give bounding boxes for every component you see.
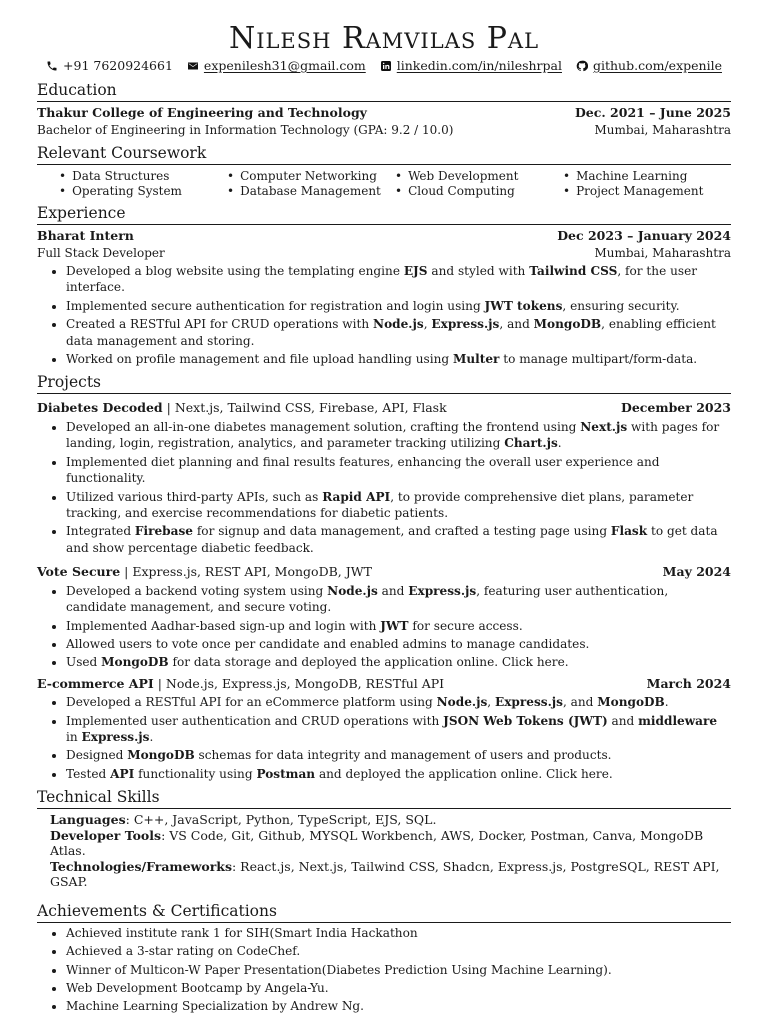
experience-row: [37, 228, 731, 245]
course-item: • Data Structures: [59, 169, 227, 184]
project-title-line: [37, 676, 444, 693]
bold-term: JWT: [380, 618, 409, 633]
education-row: [37, 105, 731, 122]
bullet-item: • Developed a blog website using the templating engine EJS and styled with Tailwind CSS, for the user interface.: [66, 263, 731, 296]
phone-text: +91 7620924661: [63, 58, 173, 73]
education-location: Mumbai, Maharashtra: [594, 122, 731, 137]
achievements-list: [37, 925, 731, 1015]
github-link[interactable]: github.com/expenile: [592, 58, 722, 73]
skills-label: Languages: [50, 812, 126, 828]
bold-term: Express.js: [495, 695, 563, 710]
bold-term: middleware: [638, 713, 718, 728]
linkedin-icon: [380, 60, 392, 72]
section-title-projects: Projects: [37, 373, 731, 394]
project-date: March 2024: [646, 675, 731, 691]
coursework-column: [59, 169, 227, 198]
experience-bullets: [37, 263, 731, 367]
course-item: • Project Management: [563, 184, 731, 199]
bold-term: Express.js: [431, 317, 500, 332]
achievement-item: • Achieved a 3-star rating on CodeChef.: [66, 943, 731, 959]
bold-term: MongoDB: [127, 748, 195, 763]
bold-term: Node.js: [327, 583, 378, 598]
bold-term: EJS: [403, 264, 428, 278]
bullet-item: • Implemented Aadhar-based sign-up and login with JWT for secure access.: [66, 618, 731, 634]
bullet-item: • Implemented user authentication and CRUD operations with JSON Web Tokens (JWT) and middleware in Express.js.: [66, 713, 731, 746]
achievement-item: • Machine Learning Specialization by Andrew Ng.: [66, 998, 731, 1014]
project-name: Diabetes Decoded: [37, 400, 163, 416]
coursework-column: [395, 169, 563, 198]
company-name: Bharat Intern: [37, 228, 134, 243]
bold-term: Rapid API: [322, 489, 391, 504]
experience-location: Mumbai, Maharashtra: [594, 245, 731, 260]
skills-row: [50, 828, 731, 859]
bullet-item: • Created a RESTful API for CRUD operations with Node.js, Express.js, and MongoDB, enabling efficient data management and storing.: [66, 316, 731, 349]
skills-label: Developer Tools: [50, 827, 162, 843]
project-date: December 2023: [620, 400, 731, 416]
bold-term: Node.js: [373, 317, 424, 332]
contact-email[interactable]: [187, 57, 366, 75]
course-item: • Web Development: [395, 169, 563, 184]
degree-text: Bachelor of Engineering in Information Technology (GPA: 9.2 / 10.0): [37, 122, 454, 137]
project-name: E-commerce API: [37, 675, 154, 691]
bold-term: Tailwind CSS: [529, 264, 618, 278]
skills-value: : VS Code, Git, Github, MYSQL Workbench, AWS, Docker, Postman, Canva, MongoDB Atlas.: [50, 827, 704, 859]
section-title-experience: Experience: [37, 204, 731, 225]
bold-term: MongoDB: [597, 695, 665, 710]
education-dates: Dec. 2021 – June 2025: [574, 105, 731, 120]
bullet-item: • Implemented diet planning and final results features, enhancing the overall user experience and functionality.: [66, 454, 731, 487]
bold-term: API: [110, 766, 135, 781]
role-title: Full Stack Developer: [37, 245, 165, 260]
project-title-line: [37, 400, 447, 417]
bullet-item: • Implemented secure authentication for registration and login using JWT tokens, ensuring security.: [66, 298, 731, 314]
project-stack: | Node.js, Express.js, MongoDB, RESTful API: [153, 675, 445, 691]
achievement-item: • Web Development Bootcamp by Angela-Yu.: [66, 980, 731, 996]
project-bullets: [37, 694, 731, 782]
contact-bar: [37, 57, 731, 75]
github-icon: [576, 60, 588, 72]
mail-icon: [187, 60, 199, 72]
achievement-item: • Achieved institute rank 1 for SIH(Smart India Hackathon: [66, 925, 731, 941]
email-link[interactable]: expenilesh31@gmail.com: [203, 58, 366, 73]
bold-term: MongoDB: [101, 655, 169, 670]
bullet-item: • Allowed users to vote once per candidate and enabled admins to manage candidates.: [66, 636, 731, 652]
bold-term: Express.js: [81, 730, 150, 745]
project-header: [37, 400, 731, 417]
skills-value: : React.js, Next.js, Tailwind CSS, Shadcn, Express.js, PostgreSQL, REST API, GSAP.: [50, 858, 720, 890]
education-detail-row: [37, 122, 731, 139]
bold-term: Flask: [610, 524, 648, 539]
section-title-achievements: Achievements & Certifications: [37, 902, 731, 923]
bold-term: Express.js: [408, 583, 477, 598]
skills-label: Technologies/Frameworks: [50, 858, 232, 874]
bold-term: Postman: [256, 766, 316, 781]
resume-page: [37, 22, 731, 1017]
project-bullets: [37, 419, 731, 556]
coursework-column: [227, 169, 395, 198]
course-item: • Operating System: [59, 184, 227, 199]
course-item: • Cloud Computing: [395, 184, 563, 199]
project-bullets: [37, 583, 731, 671]
section-title-skills: Technical Skills: [37, 788, 731, 809]
candidate-name: Nilesh Ramvilas Pal: [228, 21, 540, 56]
section-title-coursework: Relevant Coursework: [37, 144, 731, 165]
coursework-grid: [37, 169, 731, 198]
project-header: [37, 564, 731, 581]
project-date: May 2024: [662, 564, 731, 580]
bullet-item: • Developed a RESTful API for an eCommerce platform using Node.js, Express.js, and MongoDB.: [66, 694, 731, 710]
bold-term: Node.js: [436, 695, 488, 710]
phone-icon: [46, 60, 58, 72]
bullet-item: • Used MongoDB for data storage and deployed the application online. Click here.: [66, 654, 731, 670]
project-stack: | Next.js, Tailwind CSS, Firebase, API, Flask: [162, 400, 447, 416]
project-title-line: [37, 564, 372, 581]
bullet-item: • Utilized various third-party APIs, such as Rapid API, to provide comprehensive diet plans, parameter tracking, and exercise recommendations for diabetic patients.: [66, 489, 731, 522]
achievement-item: • Winner of Multicon-W Paper Presentation(Diabetes Prediction Using Machine Learning).: [66, 962, 731, 978]
skills-block: [37, 812, 731, 890]
bold-term: Next.js: [580, 419, 628, 434]
bullet-item: • Integrated Firebase for signup and data management, and crafted a testing page using Flask to get data and show percentage diabetic feedback.: [66, 523, 731, 556]
experience-detail-row: [37, 245, 731, 262]
bold-term: Chart.js: [504, 436, 558, 451]
school-name: Thakur College of Engineering and Technology: [37, 105, 367, 120]
linkedin-link[interactable]: linkedin.com/in/nileshrpal: [396, 58, 562, 73]
coursework-column: [563, 169, 731, 198]
project-stack: | Express.js, REST API, MongoDB, JWT: [120, 564, 372, 580]
experience-dates: Dec 2023 – January 2024: [557, 228, 731, 243]
course-item: • Machine Learning: [563, 169, 731, 184]
bullet-item: • Worked on profile management and file upload handling using Multer to manage multipart/form-data.: [66, 351, 731, 367]
bold-term: MongoDB: [533, 317, 602, 332]
skills-row: [50, 859, 731, 890]
project-header: [37, 676, 731, 693]
course-item: • Computer Networking: [227, 169, 395, 184]
bold-term: Multer: [452, 352, 500, 367]
contact-github[interactable]: [576, 57, 722, 75]
bold-term: Firebase: [134, 524, 193, 539]
skills-row: [50, 812, 731, 828]
course-item: • Database Management: [227, 184, 395, 199]
bold-term: JWT tokens: [484, 298, 563, 313]
bold-term: JSON Web Tokens (JWT): [443, 713, 608, 728]
bullet-item: • Developed an all-in-one diabetes management solution, crafting the frontend using Next.js with pages for landing, login, registration, analytics, and parameter tracking utilizing Chart.js.: [66, 419, 731, 452]
project-name: Vote Secure: [37, 564, 121, 580]
skills-value: : C++, JavaScript, Python, TypeScript, EJS, SQL.: [125, 812, 437, 828]
bullet-item: • Designed MongoDB schemas for data integrity and management of users and products.: [66, 747, 731, 763]
section-title-education: Education: [37, 81, 731, 102]
contact-phone[interactable]: [46, 57, 173, 75]
bullet-item: • Developed a backend voting system using Node.js and Express.js, featuring user authentication, candidate management, and secure voting.: [66, 583, 731, 616]
bullet-item: • Tested API functionality using Postman and deployed the application online. Click here.: [66, 766, 731, 782]
contact-linkedin[interactable]: [380, 57, 562, 75]
